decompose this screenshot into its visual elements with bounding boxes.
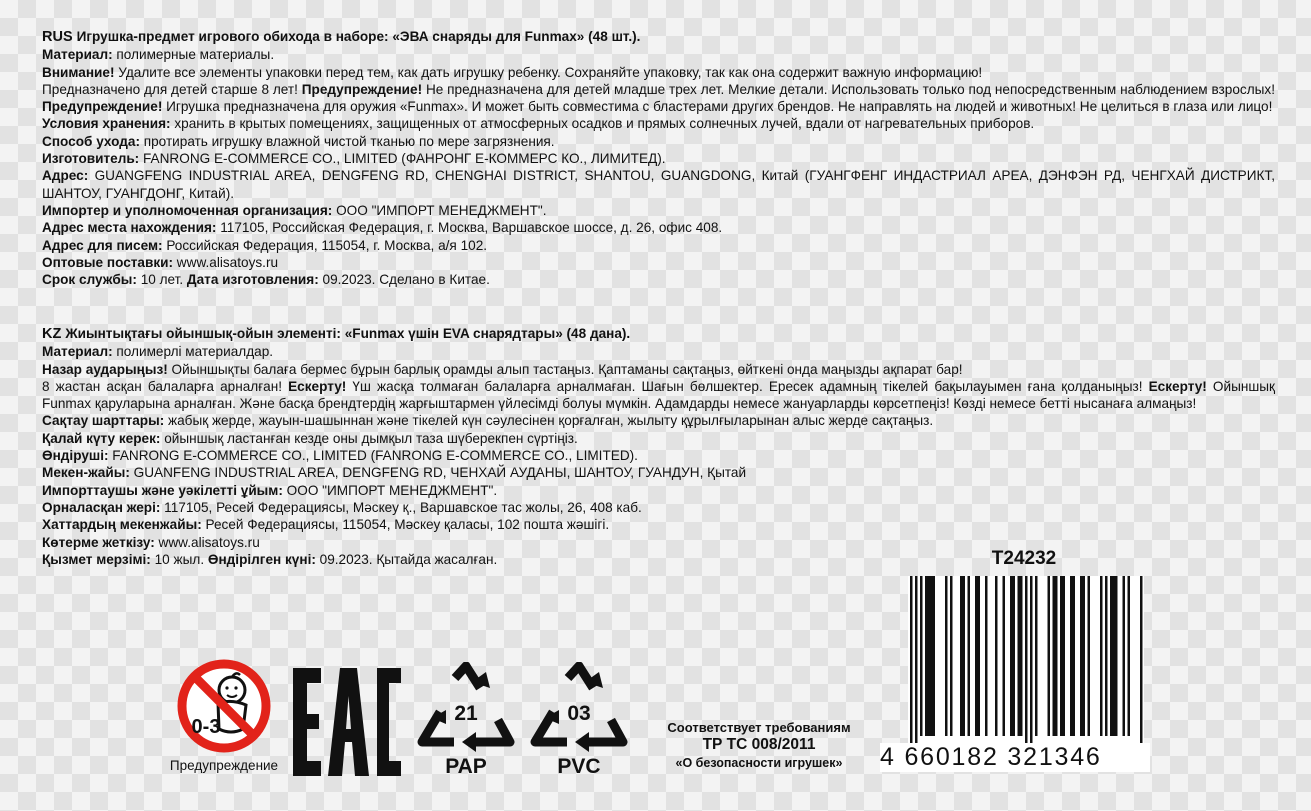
material-value: полимерные материалы. bbox=[112, 47, 275, 63]
eac-mark-icon bbox=[293, 668, 401, 776]
production-date-label: Өндірілген күні: bbox=[207, 551, 316, 567]
mail-address-value: Ресей Федерациясы, 115054, Мәскеу қаласы, 102 пошта жәшігі. bbox=[201, 517, 610, 533]
warning-text: Ойыншықты балаға бермес бұрын барлық орамды алып тастаңыз. Қаптаманы сақтаңыз, өйткені онда маңызды ақпарат бар! bbox=[167, 361, 963, 377]
barcode-bar bbox=[1060, 576, 1063, 736]
production-date-label: Дата изготовления: bbox=[186, 272, 319, 288]
barcode-bar bbox=[1115, 576, 1118, 736]
lang-code-rus: RUS bbox=[42, 29, 73, 45]
mail-address-value: Российская Федерация, 115054, г. Москва, а/я 102. bbox=[162, 237, 488, 253]
service-life-label: Срок службы: bbox=[42, 272, 137, 288]
storage-label: Сақтау шарттары: bbox=[42, 413, 165, 429]
production-date-value: 09.2023. Сделано в Китае. bbox=[318, 272, 490, 288]
rus-section bbox=[42, 28, 1275, 288]
mail-address-label: Хаттардың мекенжайы: bbox=[42, 517, 202, 533]
material-label: Материал: bbox=[42, 344, 113, 360]
age-caption: Предупреждение bbox=[169, 758, 279, 773]
wholesale-label: Көтерме жеткізу: bbox=[42, 534, 155, 550]
barcode-bar bbox=[1088, 576, 1091, 736]
location-value: 117105, Российская Федерация, г. Москва, Варшавское шоссе, д. 26, офис 408. bbox=[216, 220, 723, 236]
barcode-bar bbox=[1113, 576, 1116, 736]
recycle-triangle-icon bbox=[529, 662, 629, 754]
conformity-statement bbox=[652, 720, 866, 770]
barcode-bar bbox=[1055, 576, 1058, 736]
recycle-material-label: PAP bbox=[445, 755, 487, 778]
barcode-bar bbox=[1073, 576, 1076, 736]
location-label: Адрес места нахождения: bbox=[42, 220, 217, 236]
importer-value: ООО "ИМПОРТ МЕНЕДЖМЕНТ". bbox=[282, 482, 498, 498]
barcode-bar bbox=[978, 576, 981, 736]
barcode-bar bbox=[1070, 576, 1073, 736]
barcode-bar bbox=[930, 576, 933, 736]
barcode-bar bbox=[1010, 576, 1013, 736]
barcode-bar bbox=[1020, 576, 1023, 736]
barcode-bar bbox=[960, 576, 963, 736]
address-label: Мекен-жайы: bbox=[42, 465, 130, 481]
age-range-label: 0-3 bbox=[191, 716, 221, 738]
kz-section bbox=[42, 325, 1275, 568]
age-text: Не предназначена для детей младше трех лет. Мелкие детали. Использовать только под непосредственным наблюдением взрослых! bbox=[422, 81, 1275, 97]
barcode-bar bbox=[1053, 576, 1056, 736]
storage-value: жабық жерде, жауын-шашыннан және тікелей күн сәулесінен қорғалған, жылыту құрылғыларынан алыс жерде сақтаңыз. bbox=[164, 413, 934, 429]
barcode-bar bbox=[1123, 576, 1126, 736]
service-life-value: 10 жыл. bbox=[150, 551, 208, 567]
barcode-bar bbox=[1003, 576, 1006, 736]
barcode-bar bbox=[1018, 576, 1021, 736]
barcode-digits: 4 660182 321346 bbox=[880, 743, 1150, 772]
product-title: Игрушка-предмет игрового обихода в наборе: «ЭВА снаряды для Funmax» (48 шт.). bbox=[76, 29, 641, 44]
age-text: Предназначено для детей старше 8 лет! bbox=[42, 81, 302, 97]
barcode-bar bbox=[1105, 576, 1108, 736]
barcode-bar bbox=[1013, 576, 1016, 736]
barcode bbox=[908, 576, 1144, 744]
address-label: Адрес: bbox=[42, 168, 89, 184]
barcode-bar bbox=[1035, 576, 1038, 736]
caution-label: Ескерту! bbox=[288, 378, 347, 394]
importer-value: ООО "ИМПОРТ МЕНЕДЖМЕНТ". bbox=[332, 202, 547, 218]
barcode-bar bbox=[1140, 576, 1143, 744]
caution-label: Предупреждение! bbox=[301, 81, 423, 97]
importer-label: Импортер и уполномоченная организация: bbox=[42, 202, 333, 218]
conformity-line-3: «О безопасности игрушек» bbox=[675, 756, 843, 770]
manufacturer-label: Изготовитель: bbox=[42, 151, 140, 167]
barcode-bar bbox=[1063, 576, 1066, 736]
barcode-bar bbox=[933, 576, 936, 736]
service-life-label: Қызмет мерзімі: bbox=[42, 551, 151, 567]
barcode-bar bbox=[915, 576, 918, 744]
mail-address-label: Адрес для писем: bbox=[42, 237, 163, 253]
barcode-bar bbox=[1025, 576, 1028, 744]
age-text: 8 жастан асқан балаларға арналған! bbox=[42, 378, 289, 394]
product-title: Жиынтықтағы ойыншық-ойын элементі: «Funmax үшін EVA снарядтары» (48 дана). bbox=[65, 326, 631, 341]
recycle-code: 03 bbox=[567, 702, 591, 725]
storage-value: хранить в крытых помещениях, защищенных от атмосферных осадков и прямых солнечных лучей, вдали от нагревательных приборов. bbox=[170, 116, 1035, 132]
barcode-bar bbox=[995, 576, 998, 736]
conformity-line-1: Соответствует требованиям bbox=[667, 720, 851, 735]
recycle-material-label: PVC bbox=[557, 755, 601, 778]
manufacturer-label: Өндіруші: bbox=[42, 448, 109, 464]
ean13-barcode-icon bbox=[908, 576, 1144, 744]
material-label: Материал: bbox=[42, 47, 113, 63]
address-value: GUANGFENG INDUSTRIAL AREA, DENGFENG RD, CHENGHAI DISTRICT, SHANTOU, GUANGDONG, Китай (ГУАНГФЕНГ ИНДАСТРИАЛ АРЕА, ДЭНФЭН РД, ЧЕНГХАЙ ДИСТРИКТ, ШАНТОУ, ГУАНГДОНГ, Китай). bbox=[42, 168, 1275, 201]
barcode-bar bbox=[985, 576, 988, 736]
wholesale-label: Оптовые поставки: bbox=[42, 254, 174, 270]
barcode-bar bbox=[1048, 576, 1051, 736]
no-under-3-icon bbox=[168, 658, 280, 758]
recycle-pvc-symbol bbox=[529, 662, 629, 778]
location-label: Орналасқан жері: bbox=[42, 499, 161, 515]
care-label: Способ ухода: bbox=[42, 133, 140, 149]
barcode-bar bbox=[925, 576, 928, 736]
barcode-bar bbox=[945, 576, 948, 736]
age-text: Игрушка предназначена для оружия «Funmax». И может быть совместима с бластерами других брендов. Не направлять на людей и животных! Не целиться в глаза или лицо! bbox=[162, 99, 1273, 115]
barcode-bar bbox=[975, 576, 978, 736]
caution-label: Ескерту! bbox=[1148, 378, 1207, 394]
recycle-code: 21 bbox=[454, 702, 478, 725]
recycle-pap-symbol bbox=[416, 662, 516, 778]
barcode-bar bbox=[1080, 576, 1083, 736]
barcode-bar bbox=[928, 576, 931, 736]
barcode-bar bbox=[1030, 576, 1033, 744]
age-warning-symbol bbox=[168, 658, 280, 773]
age-text: Үш жасқа толмаған балаларға арналмаған. Шағын бөлшектер. Ересек адамның тікелей бақылауымен ғана қолданыңыз! bbox=[346, 378, 1149, 394]
barcode-bar bbox=[968, 576, 971, 736]
barcode-bar bbox=[1100, 576, 1103, 736]
address-value: GUANFENG INDUSTRIAL AREA, DENGFENG RD, ЧЕНХАЙ АУДАНЫ, ШАНТОУ, ГУАНДУН, Қытай bbox=[129, 465, 747, 481]
barcode-bar bbox=[1128, 576, 1131, 736]
care-value: ойыншық ластанған кезде оны дымқыл таза шүберекпен сүртіңіз. bbox=[160, 430, 578, 446]
material-value: полимерлі материалдар. bbox=[112, 344, 274, 360]
barcode-bar bbox=[963, 576, 966, 736]
production-date-value: 09.2023. Қытайда жасалған. bbox=[315, 551, 498, 567]
barcode-bar bbox=[950, 576, 953, 736]
barcode-bar bbox=[910, 576, 913, 744]
importer-label: Импорттаушы және уәкілетті ұйым: bbox=[42, 482, 283, 498]
barcode-bar bbox=[1083, 576, 1086, 736]
warning-text: Удалите все элементы упаковки перед тем, как дать игрушку ребенку. Сохраняйте упаковку, так как она содержит важную информацию! bbox=[114, 64, 983, 80]
caution-label: Предупреждение! bbox=[42, 99, 163, 115]
age-text: Ойыншық Funmax қаруларына арналған. Және басқа брендтердің жарғыштармен үйлесімді болуы мүмкін. Адамдарды немесе жануарларды көрсетпеңіз! Көзді немесе бетті нысанаға алмаңыз! bbox=[42, 378, 1275, 412]
storage-label: Условия хранения: bbox=[42, 116, 171, 132]
wholesale-value: www.alisatoys.ru bbox=[173, 254, 279, 270]
manufacturer-value: FANRONG E-COMMERCE CO., LIMITED (FANRONG E-COMMERCE CO., LIMITED). bbox=[108, 448, 638, 464]
manufacturer-value: FANRONG E-COMMERCE CO., LIMITED (ФАНРОНГ Е-КОММЕРС КО., ЛИМИТЕД). bbox=[139, 151, 666, 167]
warning-label: Назар аударыңыз! bbox=[42, 361, 168, 377]
article-number: T24232 bbox=[991, 548, 1057, 569]
barcode-bar bbox=[1110, 576, 1113, 736]
barcode-bar bbox=[920, 576, 923, 736]
recycle-triangle-icon bbox=[416, 662, 516, 754]
conformity-regulation: ТР ТС 008/2011 bbox=[702, 736, 816, 753]
wholesale-value: www.alisatoys.ru bbox=[154, 534, 260, 550]
care-value: протирать игрушку влажной чистой тканью по мере загрязнения. bbox=[139, 133, 555, 149]
service-life-value: 10 лет. bbox=[136, 272, 187, 288]
location-value: 117105, Ресей Федерациясы, Мәскеу қ., Варшавское тас жолы, 26, 408 каб. bbox=[160, 499, 642, 515]
care-label: Қалай күту керек: bbox=[42, 430, 161, 446]
lang-code-kz: KZ bbox=[42, 326, 62, 342]
warning-label: Внимание! bbox=[42, 64, 115, 80]
